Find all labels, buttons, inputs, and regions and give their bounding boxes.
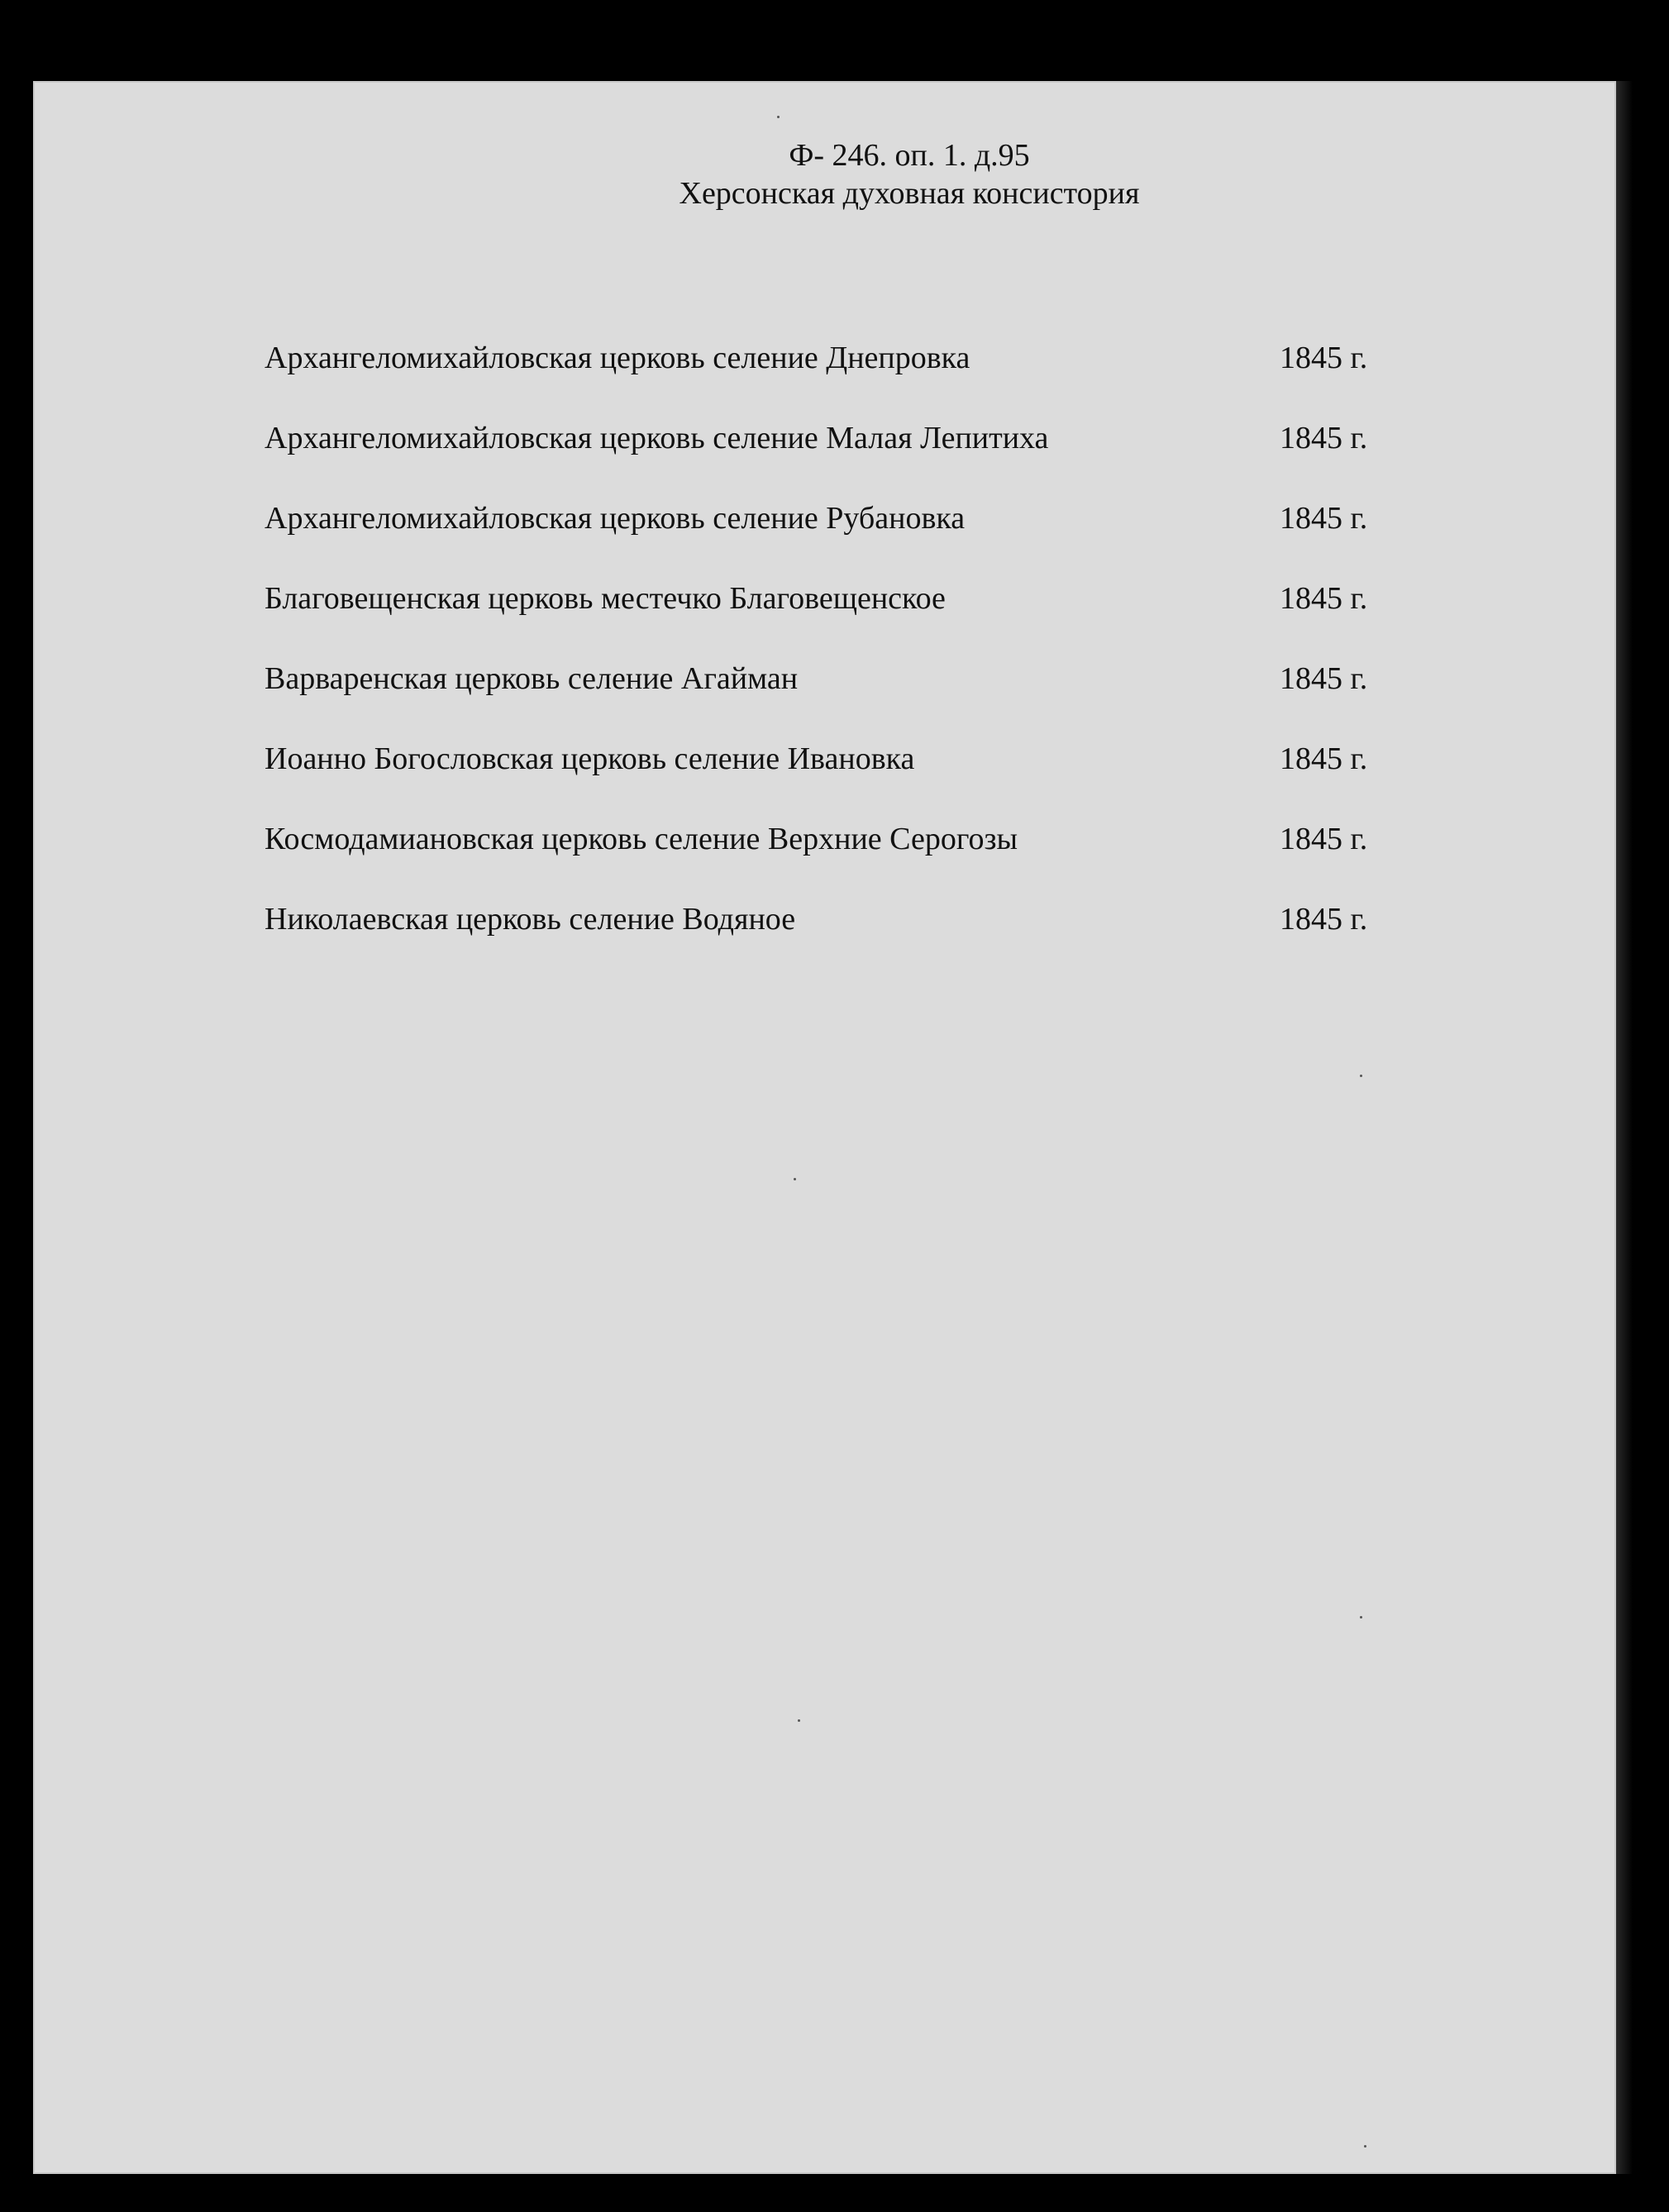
list-item	[265, 417, 1405, 459]
list-item	[265, 899, 1405, 940]
church-name: Архангеломихайловская церковь селение Рубановка	[265, 501, 966, 536]
church-name: Космодамиановская церковь селение Верхние Серогозы	[265, 822, 1018, 856]
church-name: Варваренская церковь селение Агайман	[265, 661, 799, 696]
list-item	[265, 738, 1405, 779]
entry-year: 1845 г.	[1280, 341, 1368, 375]
church-name: Архангеломихайловская церковь селение Днепровка	[265, 341, 970, 375]
list-item	[265, 578, 1405, 619]
list-item	[265, 658, 1405, 699]
entry-year: 1845 г.	[1280, 741, 1368, 776]
entry-year: 1845 г.	[1280, 581, 1368, 616]
entry-year: 1845 г.	[1280, 661, 1368, 696]
church-name: Архангеломихайловская церковь селение Малая Лепитиха	[265, 421, 1049, 455]
church-name: Благовещенская церковь местечко Благовещенское	[265, 581, 946, 616]
entry-year: 1845 г.	[1280, 421, 1368, 455]
entry-year: 1845 г.	[1280, 501, 1368, 536]
entry-year: 1845 г.	[1280, 902, 1368, 937]
list-item	[265, 818, 1405, 860]
church-name: Иоанно Богословская церковь селение Ивановка	[265, 741, 915, 776]
list-item	[265, 498, 1405, 539]
church-name: Николаевская церковь селение Водяное	[265, 902, 796, 937]
list-item	[265, 337, 1405, 379]
entry-year: 1845 г.	[1280, 822, 1368, 856]
consistory-title: Херсонская духовная консистория	[679, 176, 1140, 211]
archive-reference: Ф- 246. оп. 1. д.95	[789, 138, 1030, 173]
